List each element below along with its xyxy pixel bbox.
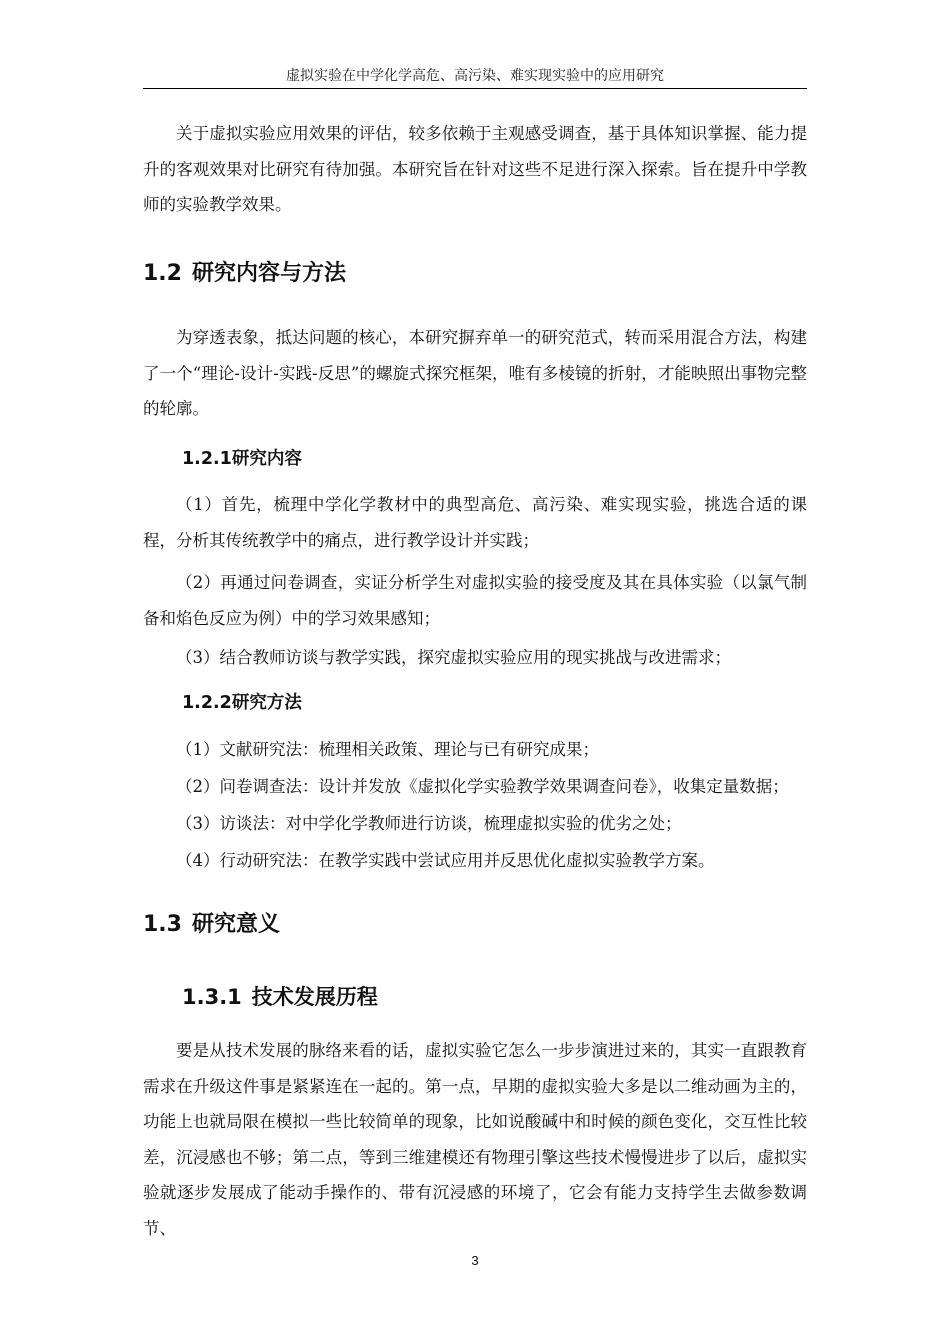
method-item-1: （1）文献研究法：梳理相关政策、理论与已有研究成果； bbox=[176, 740, 599, 759]
running-header: 虚拟实验在中学化学高危、高污染、难实现实验中的应用研究 bbox=[286, 68, 664, 84]
section-heading-1-2 bbox=[143, 259, 346, 289]
section-1-3-1-paragraph: 要是从技术发展的脉络来看的话，虚拟实验它怎么一步步演进过来的，其实一直跟教育需求在升级这件事是紧紧连在一起的。第一点，早期的虚拟实验大多是以二维动画为主的，功能上也就局限在模拟一些比较简单的现象，比如说酸碱中和时候的颜色变化，交互性比较差，沉浸感也不够；第二点，等到三维建模还有物理引擎这些技术慢慢进步了以后，虚拟实验就逐步发展成了能动手操作的、带有沉浸感的环境了，它会有能力支持学生去做参数调节、 bbox=[143, 1041, 807, 1238]
section-number: 1.3 bbox=[143, 912, 182, 937]
subsection-title: 研究方法 bbox=[231, 693, 302, 713]
content-item-1: （1）首先，梳理中学化学教材中的典型高危、高污染、难实现实验，挑选合适的课程，分析其传统教学中的痛点，进行教学设计并实践； bbox=[143, 495, 807, 550]
subsection-title: 技术发展历程 bbox=[251, 985, 378, 1009]
content-item-2: （2）再通过问卷调查，实证分析学生对虚拟实验的接受度及其在具体实验（以氯气制备和焰色反应为例）中的学习效果感知； bbox=[143, 573, 807, 628]
subsection-heading-1-2-2 bbox=[182, 690, 302, 716]
section-heading-1-3 bbox=[143, 910, 280, 940]
subsection-heading-1-3-1 bbox=[182, 982, 378, 1012]
subsection-heading-1-2-1 bbox=[182, 446, 302, 472]
subsection-number: 1.3.1 bbox=[182, 985, 242, 1009]
section-title: 研究意义 bbox=[191, 912, 280, 937]
subsection-title: 研究内容 bbox=[231, 449, 302, 469]
intro-paragraph: 关于虚拟实验应用效果的评估，较多依赖于主观感受调查，基于具体知识掌握、能力提升的客观效果对比研究有待加强。本研究旨在针对这些不足进行深入探索。旨在提升中学教师的实验教学效果。 bbox=[143, 124, 807, 214]
header-rule bbox=[143, 88, 807, 89]
method-item-2: （2）问卷调查法：设计并发放《虚拟化学实验教学效果调查问卷》，收集定量数据； bbox=[176, 777, 789, 796]
section-title: 研究内容与方法 bbox=[191, 261, 346, 286]
section-1-2-paragraph: 为穿透表象，抵达问题的核心，本研究摒弃单一的研究范式，转而采用混合方法，构建了一个“理论-设计-实践-反思”的螺旋式探究框架，唯有多棱镜的折射，才能映照出事物完整的轮廓。 bbox=[143, 328, 807, 418]
method-item-3: （3）访谈法：对中学化学教师进行访谈，梳理虚拟实验的优劣之处； bbox=[176, 814, 682, 833]
page-number: 3 bbox=[471, 1253, 479, 1268]
subsection-number: 1.2.1 bbox=[182, 449, 232, 469]
subsection-number: 1.2.2 bbox=[182, 693, 232, 713]
section-number: 1.2 bbox=[143, 261, 182, 286]
content-item-3: （3）结合教师访谈与教学实践，探究虚拟实验应用的现实挑战与改进需求； bbox=[176, 648, 731, 667]
method-item-4: （4）行动研究法：在教学实践中尝试应用并反思优化虚拟实验教学方案。 bbox=[176, 851, 715, 870]
